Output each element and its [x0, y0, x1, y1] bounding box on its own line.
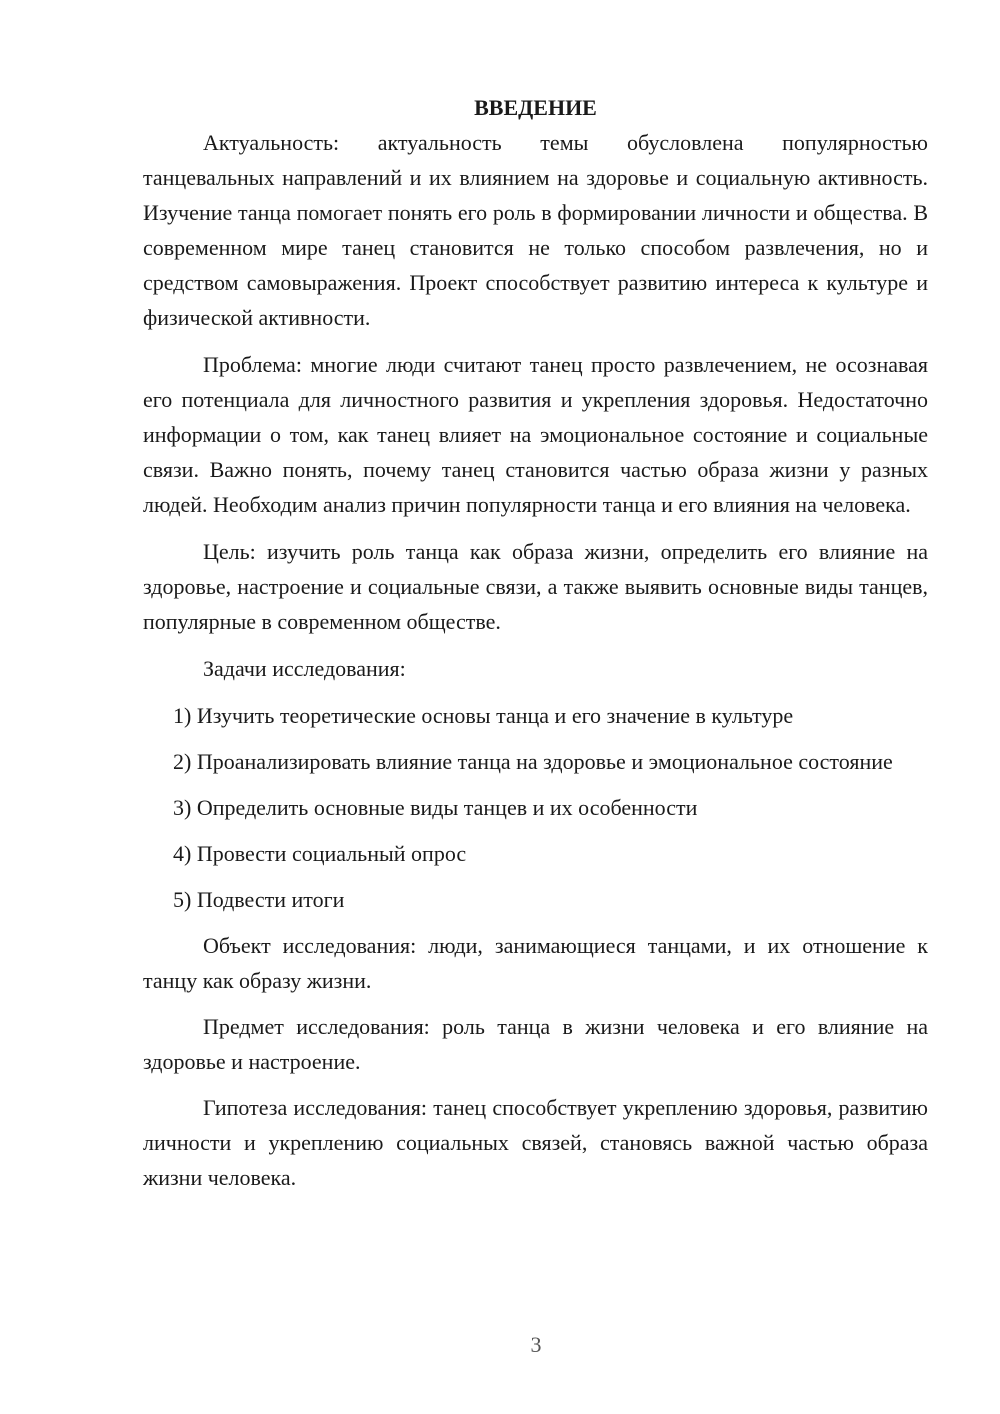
problem-paragraph: Проблема: многие люди считают танец просто развлечением, не осознавая его потенциала для личностного развития и укрепления здоровья. Недостаточно информации о том, как танец влияет на эмоциональное состояние и социальные связи. Важно понять, почему танец становится частью образа жизни у разных людей. Необходим анализ причин популярности танца и его влияния на человека.	[143, 352, 928, 517]
hypothesis-paragraph: Гипотеза исследования: танец способствует укреплению здоровья, развитию личности и укреплению социальных связей, становясь важной частью образа жизни человека.	[143, 1095, 928, 1190]
subject-paragraph: Предмет исследования: роль танца в жизни человека и его влияние на здоровье и настроение.	[143, 1014, 928, 1074]
tasks-heading: Задачи исследования:	[203, 656, 406, 681]
task-item-4: 4) Провести социальный опрос	[173, 841, 467, 866]
page-content	[143, 90, 928, 1195]
task-item-5: 5) Подвести итоги	[173, 887, 345, 912]
task-item-1: 1) Изучить теоретические основы танца и его значение в культуре	[173, 703, 794, 728]
relevance-paragraph: Актуальность: актуальность темы обусловлена популярностью танцевальных направлений и их влиянием на здоровье и социальную активность. Изучение танца помогает понять его роль в формировании личности и общества. В современном мире танец становится не только способом развлечения, но и средством самовыражения. Проект способствует развитию интереса к культуре и физической активности.	[143, 130, 928, 330]
page-title: ВВЕДЕНИЕ	[474, 95, 597, 120]
task-item-2: 2) Проанализировать влияние танца на здоровье и эмоциональное состояние	[173, 749, 893, 774]
task-item-3: 3) Определить основные виды танцев и их особенности	[173, 795, 698, 820]
page-number: 3	[530, 1332, 542, 1357]
goal-paragraph: Цель: изучить роль танца как образа жизни, определить его влияние на здоровье, настроение и социальные связи, а также выявить основные виды танцев, популярные в современном обществе.	[143, 539, 928, 634]
object-paragraph: Объект исследования: люди, занимающиеся танцами, и их отношение к танцу как образу жизни.	[143, 933, 928, 993]
